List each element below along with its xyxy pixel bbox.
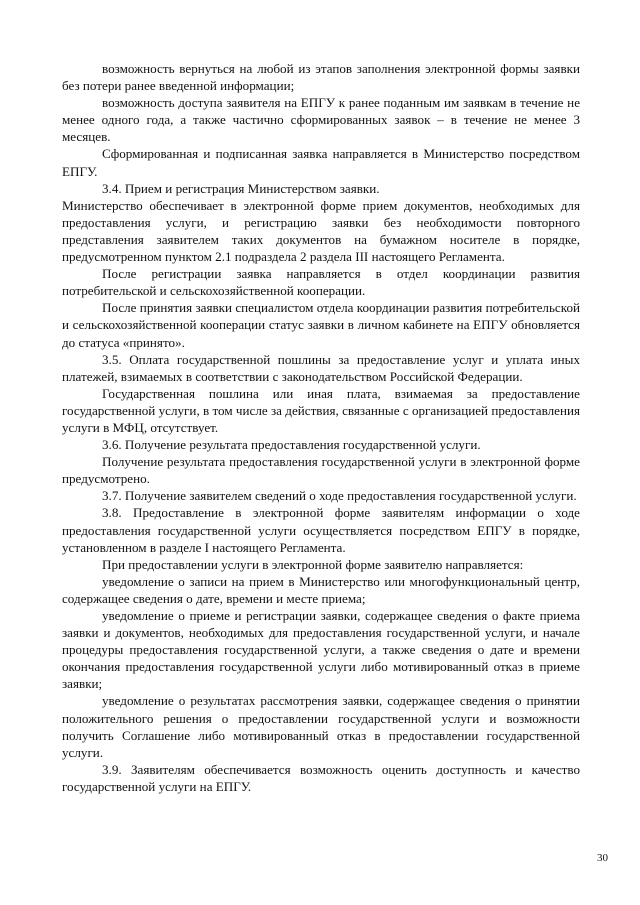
paragraph: Министерство обеспечивает в электронной форме прием документов, необходимых для предоставления услуги, и регистрацию заявки без необходимости повторного представления заявителем таких документов на бумажном носителе в порядке, предусмотренном пунктом 2.1 подраздела 2 раздела III настоящего Регламента. bbox=[62, 197, 580, 265]
page-number: 30 bbox=[597, 852, 608, 864]
section-heading-3-4: 3.4. Прием и регистрация Министерством заявки. bbox=[102, 180, 380, 196]
list-item: уведомление о приеме и регистрации заявки, содержащее сведения о факте приема заявки и документов, необходимых для предоставления государственной услуги, и начале процедуры предоставления государственной услуги, а также сведения о дате и времени окончания предоставления государственной услуги либо мотивированный отказ в приеме заявки; bbox=[62, 608, 580, 692]
paragraph: возможность доступа заявителя на ЕПГУ к ранее поданным им заявкам в течение не менее одного года, а также частично сформированных заявок – в течение не менее 3 месяцев. bbox=[62, 95, 580, 145]
paragraph: При предоставлении услуги в электронной форме заявителю направляется: bbox=[102, 556, 524, 572]
section-heading-3-6: 3.6. Получение результата предоставления государственной услуги. bbox=[102, 437, 481, 453]
section-heading-3-5: 3.5. Оплата государственной пошлины за предоставление услуг и уплата иных платежей, взимаемых в соответствии с законодательством Российской Федерации. bbox=[62, 351, 580, 384]
paragraph: возможность вернуться на любой из этапов заполнения электронной формы заявки без потери ранее введенной информации; bbox=[62, 61, 580, 94]
section-heading-3-9: 3.9. Заявителям обеспечивается возможность оценить доступность и качество государственной услуги на ЕПГУ. bbox=[62, 761, 580, 794]
paragraph: Получение результата предоставления государственной услуги в электронной форме предусмотрено. bbox=[62, 454, 580, 487]
paragraph: После регистрации заявка направляется в отдел координации развития потребительской и сельскохозяйственной кооперации. bbox=[62, 266, 580, 299]
section-heading-3-8: 3.8. Предоставление в электронной форме заявителям информации о ходе предоставления государственной услуги осуществляется посредством ЕПГУ в порядке, установленном в разделе I настоящего Регламента. bbox=[62, 505, 580, 555]
page-body bbox=[62, 60, 580, 795]
paragraph: Государственная пошлина или иная плата, взимаемая за предоставление государственной услуги, в том числе за действия, связанные с организацией предоставления услуги в МФЦ, отсутствует. bbox=[62, 385, 580, 435]
section-heading-3-7: 3.7. Получение заявителем сведений о ходе предоставления государственной услуги. bbox=[102, 488, 577, 504]
list-item: уведомление о записи на прием в Министерство или многофункциональный центр, содержащее сведения о дате, времени и месте приема; bbox=[62, 573, 580, 606]
list-item: уведомление о результатах рассмотрения заявки, содержащее сведения о принятии положительного решения о предоставлении государственной услуги и возможности получить Соглашение либо мотивированный отказ в предоставлении государственной услуги. bbox=[62, 693, 580, 760]
paragraph: Сформированная и подписанная заявка направляется в Министерство посредством ЕПГУ. bbox=[62, 146, 580, 179]
paragraph: После принятия заявки специалистом отдела координации развития потребительской и сельскохозяйственной кооперации статус заявки в личном кабинете на ЕПГУ обновляется до статуса «принято». bbox=[62, 300, 580, 350]
